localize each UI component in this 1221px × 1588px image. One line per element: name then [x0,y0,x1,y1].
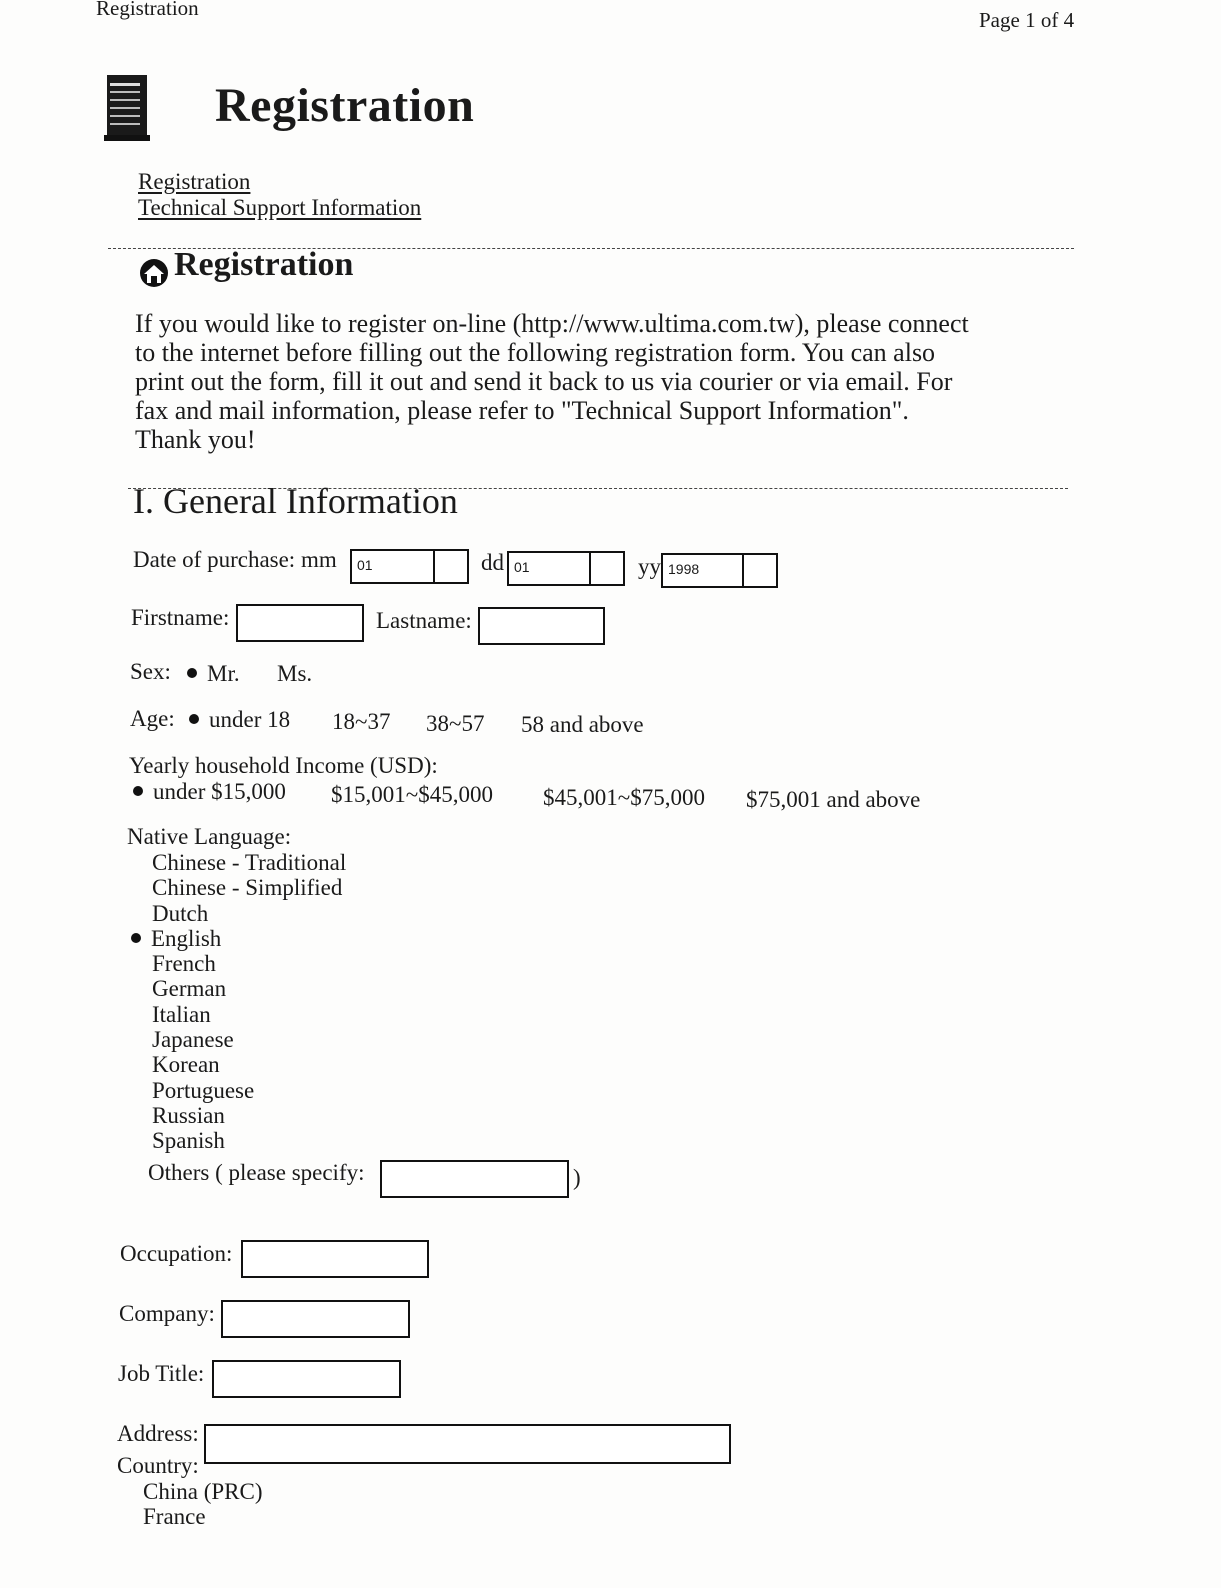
income-option-4[interactable]: $75,001 and above [746,787,921,812]
intro-line: print out the form, fill it out and send it back to us via courier or via email. For [135,367,953,396]
job-title-input[interactable] [212,1360,401,1398]
language-option[interactable]: Dutch [152,900,209,926]
lastname-input[interactable] [478,607,605,645]
income-option-1[interactable]: under $15,000 [133,779,286,805]
page-number: Page 1 of 4 [979,8,1075,32]
sex-option-mr[interactable]: Mr. [187,661,240,687]
language-option[interactable]: Japanese [152,1027,234,1053]
address-input[interactable] [204,1424,731,1464]
firstname-input[interactable] [236,604,364,642]
sex-label: Sex: [130,659,171,684]
others-close-paren: ) [573,1165,581,1190]
day-spinner[interactable] [589,553,623,584]
intro-line: to the internet before filling out the following registration form. You can also [135,338,936,367]
language-option[interactable]: Chinese - Traditional [152,850,347,875]
language-option[interactable]: Italian [152,1001,211,1027]
year-input[interactable] [661,553,778,588]
intro-line: Thank you! [135,425,256,454]
age-option-58-above[interactable]: 58 and above [521,712,644,737]
job-title-label: Job Title: [118,1361,205,1386]
year-spinner[interactable] [742,555,776,586]
company-label: Company: [119,1301,215,1326]
others-language-input[interactable] [380,1160,569,1198]
income-label: Yearly household Income (USD): [129,753,438,778]
language-option[interactable]: Portuguese [152,1077,255,1103]
link-technical-support[interactable]: Technical Support Information [138,195,422,220]
radio-selected-icon [131,933,141,943]
age-option-under-18[interactable]: under 18 [189,707,290,733]
month-spinner[interactable] [433,551,467,582]
intro-line: If you would like to register on-line (http://www.ultima.com.tw), please connect [135,309,969,338]
occupation-label: Occupation: [120,1241,233,1266]
firstname-label: Firstname: [131,605,230,630]
language-list [152,850,346,1154]
registration-section-title: Registration [174,246,354,283]
radio-selected-icon [187,668,197,678]
language-option[interactable]: Korean [152,1052,220,1078]
country-option[interactable]: France [143,1504,206,1529]
language-option[interactable]: Chinese - Simplified [152,875,343,901]
country-option[interactable]: China (PRC) [143,1479,263,1504]
language-option-selected[interactable]: English [131,926,346,951]
radio-selected-icon [189,714,199,724]
year-value: 1998 [668,561,700,577]
age-option-38-57[interactable]: 38~57 [426,711,485,736]
others-label: Others ( please specify: [148,1160,365,1185]
language-option[interactable]: German [152,976,227,1002]
company-input[interactable] [221,1300,410,1338]
age-option-18-37[interactable]: 18~37 [332,709,391,734]
general-info-title: I. General Information [133,481,458,521]
lastname-label: Lastname: [376,608,472,633]
page-title: Registration [215,79,475,132]
language-option[interactable]: Russian [152,1102,225,1128]
radio-selected-icon [133,786,143,796]
address-label: Address: [117,1421,199,1446]
running-header-title: Registration [96,0,199,20]
home-icon [136,256,172,288]
day-value: 01 [514,559,530,575]
date-of-purchase-label: Date of purchase: mm [133,547,337,572]
month-value: 01 [357,557,373,573]
income-option-2[interactable]: $15,001~$45,000 [331,782,493,807]
country-label: Country: [117,1453,199,1478]
native-language-label: Native Language: [127,824,292,849]
link-registration[interactable]: Registration [138,169,251,194]
language-option[interactable]: Spanish [152,1128,225,1154]
yy-label: yy [638,554,661,579]
income-option-3[interactable]: $45,001~$75,000 [543,785,705,810]
sex-option-ms[interactable]: Ms. [277,661,313,686]
day-input[interactable] [507,551,625,586]
intro-line: fax and mail information, please refer to "Technical Support Information". [135,396,909,425]
dd-label: dd [481,550,504,575]
language-option[interactable]: French [152,951,216,977]
occupation-input[interactable] [241,1240,429,1278]
age-label: Age: [130,706,175,731]
book-icon [104,73,150,143]
month-input[interactable] [350,549,469,584]
intro-text [135,309,1075,454]
